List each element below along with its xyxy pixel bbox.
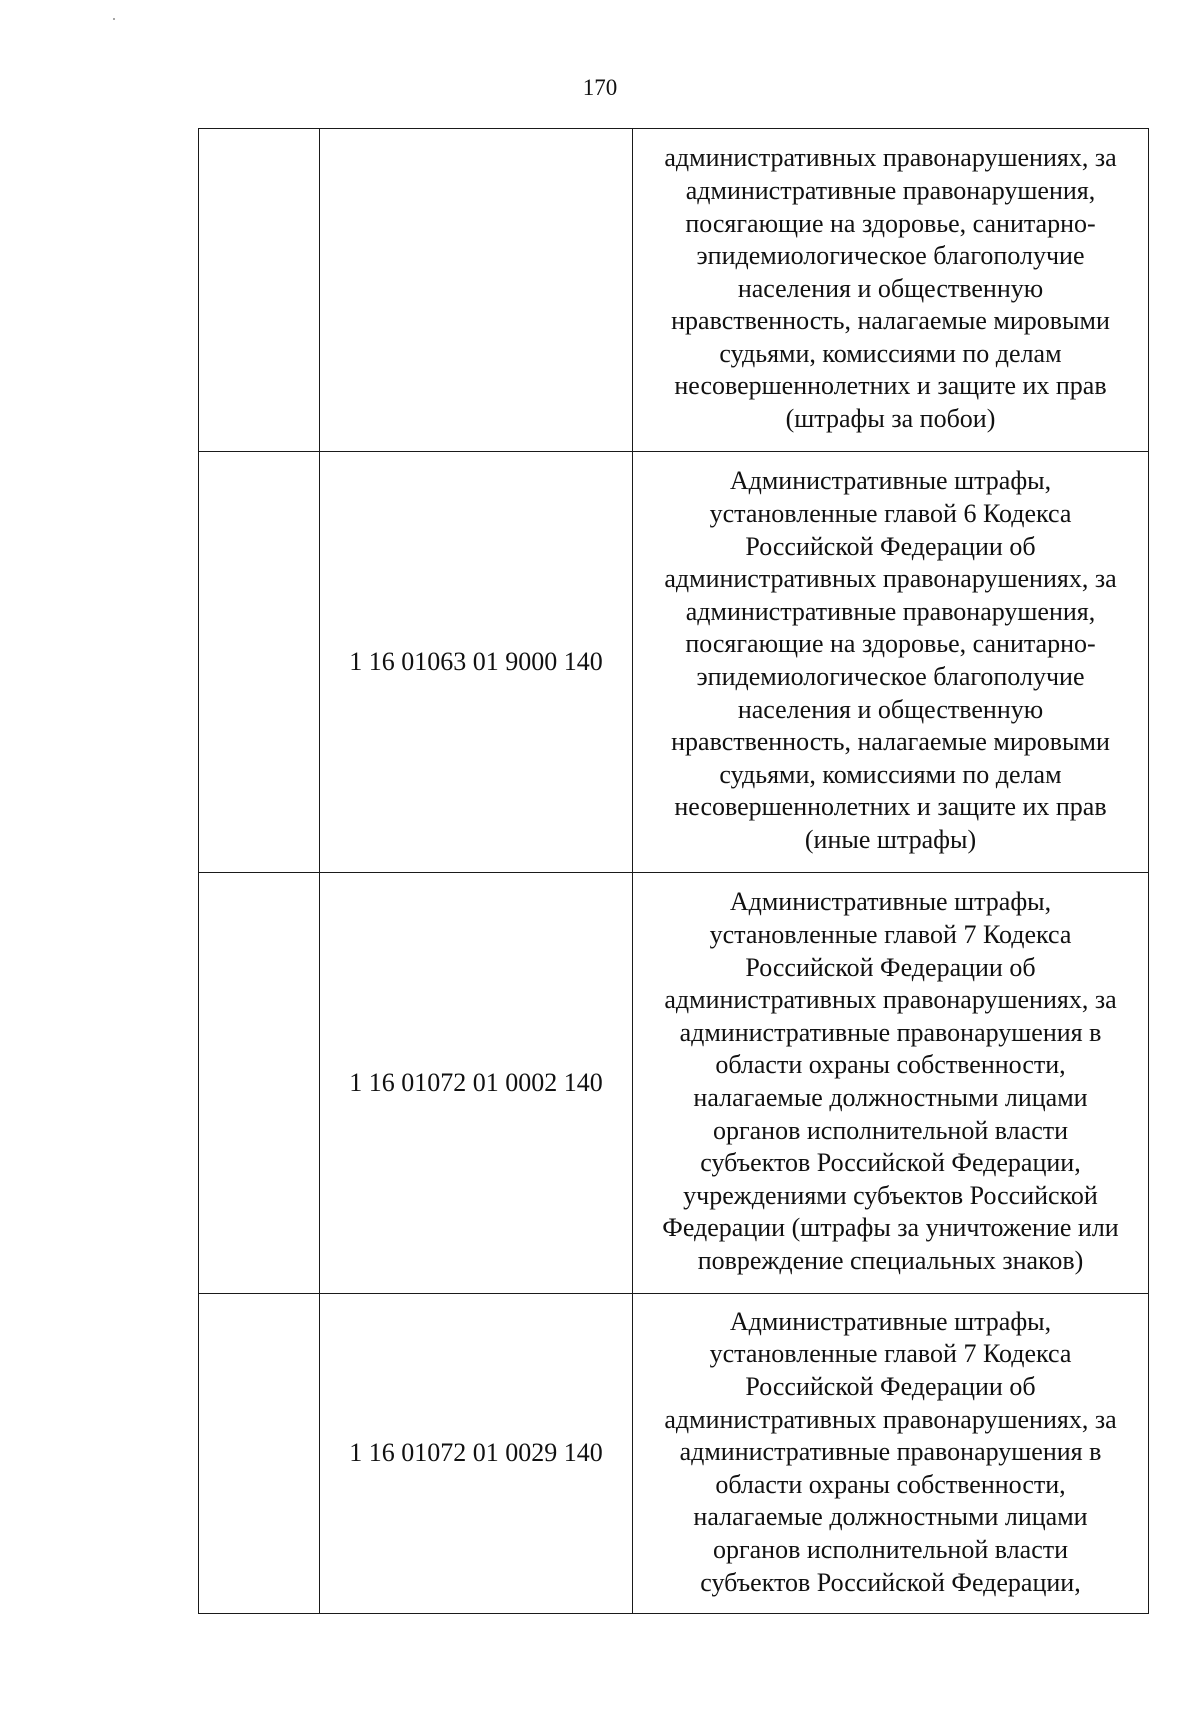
description-line: населения и общественную: [737, 273, 1044, 303]
description-line: административные правонарушения,: [685, 596, 1096, 626]
description-line: области охраны собственности,: [715, 1469, 1066, 1499]
description-line: нравственность, налагаемые мировыми: [671, 306, 1110, 336]
description-line: административные правонарушения в: [679, 1017, 1102, 1047]
table-row: [199, 129, 1149, 452]
description-line: административные правонарушения в: [679, 1437, 1102, 1467]
description-line: судьями, комиссиями по делам: [719, 338, 1062, 368]
description-line: населения и общественную: [737, 694, 1044, 724]
budget-code-cell: [320, 129, 633, 452]
description-line: посягающие на здоровье, санитарно-: [685, 208, 1096, 238]
description-line: эпидемиологическое благополучие: [696, 662, 1085, 691]
description-line: судьями, комиссиями по делам: [719, 759, 1062, 789]
description-line: учреждениями субъектов Российской: [683, 1180, 1098, 1210]
description-line: Российской Федерации об: [745, 531, 1036, 561]
description-line: органов исполнительной власти: [712, 1115, 1069, 1145]
description-line: Российской Федерации об: [745, 952, 1036, 982]
description-line: области охраны собственности,: [715, 1050, 1066, 1080]
description-line: повреждение специальных знаков): [697, 1245, 1084, 1275]
budget-code-cell: 1 16 01072 01 0029 140: [320, 1294, 633, 1614]
description-line: органов исполнительной власти: [712, 1534, 1069, 1564]
table-row: [199, 452, 1149, 873]
description-line: нравственность, налагаемые мировыми: [671, 727, 1110, 757]
empty-cell: [199, 452, 320, 873]
description-line: Административные штрафы,: [729, 887, 1052, 917]
budget-code-cell: 1 16 01072 01 0002 140: [320, 873, 633, 1294]
description-cell: [633, 129, 1149, 452]
page-number: 170: [582, 75, 618, 100]
empty-cell: [199, 1294, 320, 1614]
description-line: (иные штрафы): [804, 824, 977, 854]
table-row: [199, 873, 1149, 1294]
description-line: административных правонарушениях, за: [664, 1404, 1117, 1434]
description-line: (штрафы за побои): [785, 404, 996, 434]
description-line: административные правонарушения,: [685, 175, 1096, 205]
description-cell: [633, 873, 1149, 1294]
description-line: административных правонарушениях, за: [664, 143, 1117, 173]
description-line: налагаемые должностными лицами: [693, 1502, 1088, 1532]
description-line: несовершеннолетних и защите их прав: [674, 371, 1107, 401]
description-line: административных правонарушениях, за: [664, 985, 1117, 1015]
description-line: посягающие на здоровье, санитарно-: [685, 629, 1096, 659]
description-line: установленные главой 6 Кодекса: [709, 499, 1072, 529]
description-line: несовершеннолетних и защите их прав: [674, 792, 1107, 822]
description-cell: [633, 1294, 1149, 1614]
description-line: Административные штрафы,: [729, 466, 1052, 496]
description-line: Российской Федерации об: [745, 1372, 1036, 1402]
description-line: налагаемые должностными лицами: [693, 1083, 1088, 1112]
description-cell: [633, 452, 1149, 873]
description-line: административных правонарушениях, за: [664, 564, 1117, 594]
description-line: установленные главой 7 Кодекса: [709, 920, 1072, 950]
budget-code-cell: 1 16 01063 01 9000 140: [320, 452, 633, 873]
scan-artifact-dot: [113, 18, 115, 20]
description-line: эпидемиологическое благополучие: [696, 241, 1085, 271]
description-line: субъектов Российской Федерации,: [700, 1148, 1081, 1178]
description-line: Федерации (штрафы за уничтожение или: [662, 1213, 1119, 1243]
description-line: Административные штрафы,: [729, 1306, 1052, 1336]
empty-cell: [199, 129, 320, 452]
codes-table: [198, 128, 1149, 1614]
table-row: [199, 1294, 1149, 1614]
description-line: субъектов Российской Федерации,: [700, 1567, 1081, 1597]
description-line: установленные главой 7 Кодекса: [709, 1339, 1072, 1369]
empty-cell: [199, 873, 320, 1294]
